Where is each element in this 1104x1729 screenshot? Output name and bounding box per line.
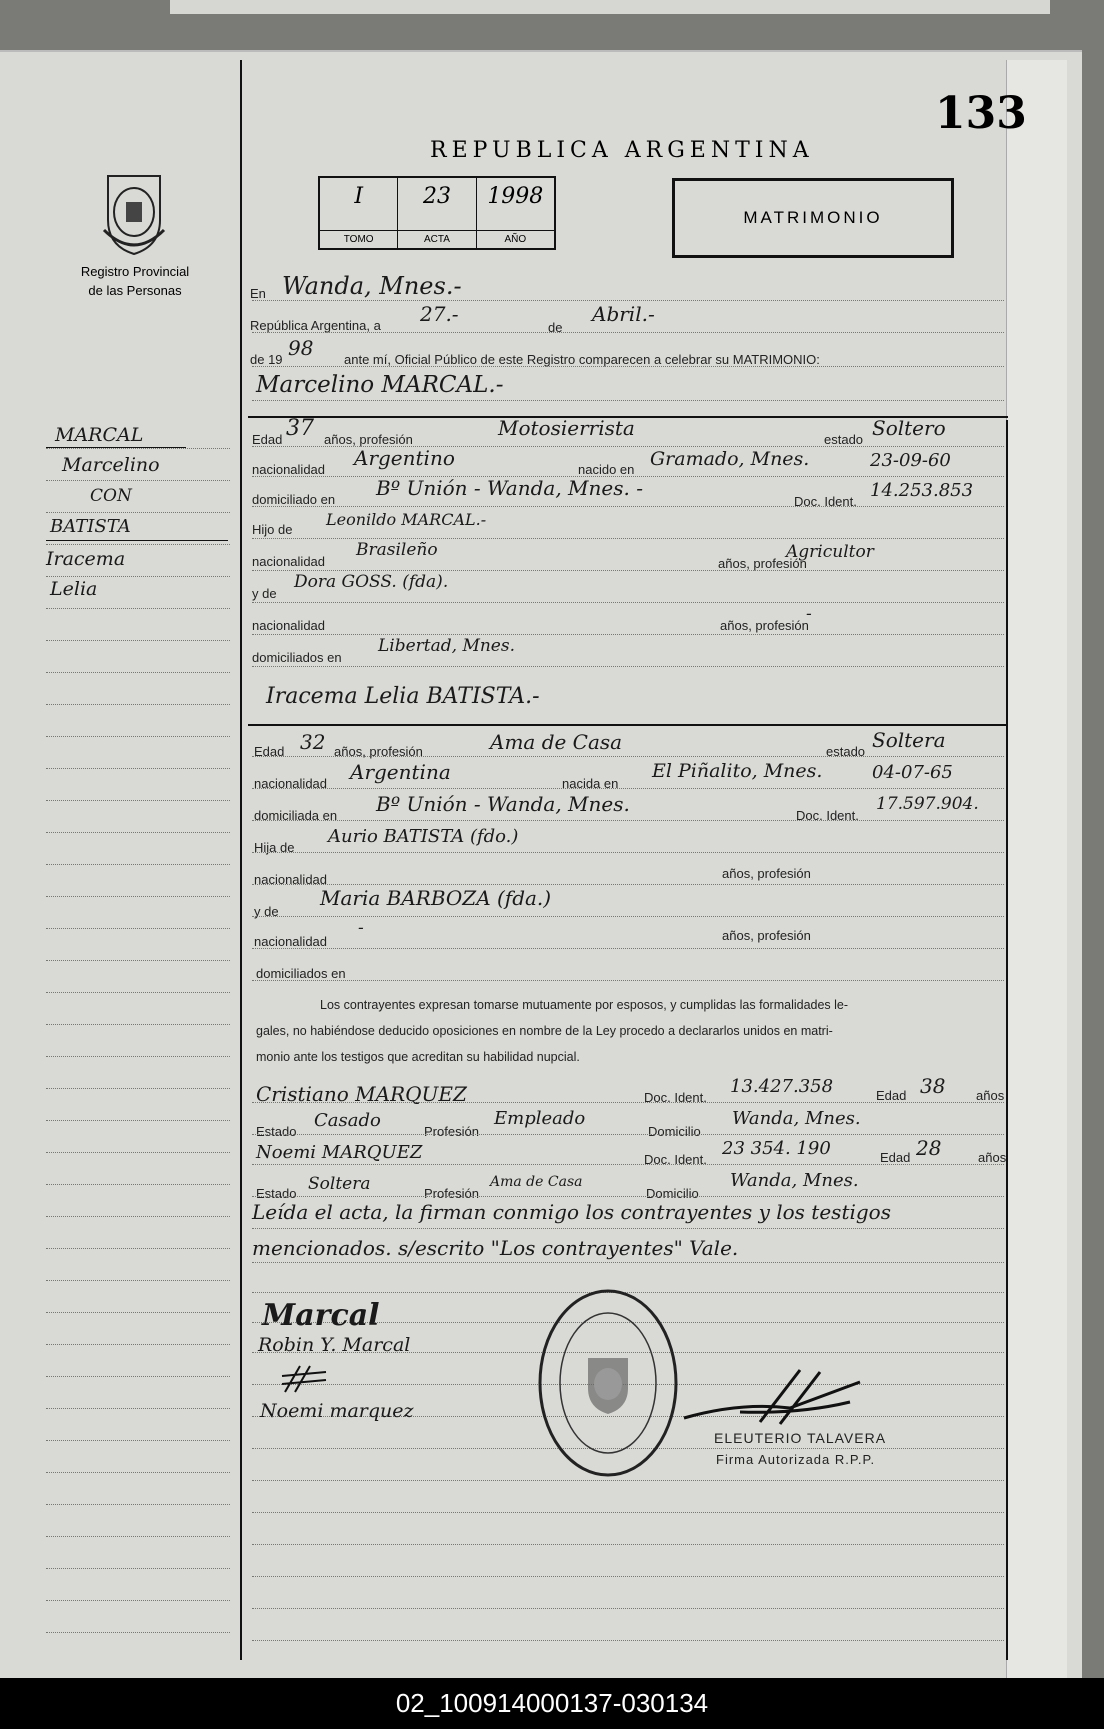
form-dotted-line (252, 1608, 1004, 1609)
margin-dotted-line (46, 1184, 230, 1185)
bride-birthplace: El Piñalito, Mnes. (652, 760, 823, 782)
margin-dotted-line (46, 1120, 230, 1121)
bride-doc-label: Doc. Ident. (796, 808, 859, 823)
margin-dotted-line (46, 1600, 230, 1601)
groom-domiciliados-label: domiciliados en (252, 650, 342, 665)
bride-doc: 17.597.904. (876, 794, 979, 814)
country-title: REPUBLICA ARGENTINA (430, 138, 814, 163)
signature-groom: Marcal (262, 1298, 380, 1333)
margin-dotted-line (46, 1440, 230, 1441)
witness2-edad-label: Edad (880, 1150, 911, 1165)
margin-dotted-line (46, 768, 230, 769)
en-label: En (250, 286, 266, 301)
margin-dotted-line (46, 544, 230, 545)
form-dotted-line (252, 852, 1004, 853)
form-dotted-line (252, 506, 1004, 507)
groom-nacionalidad-label: nacionalidad (252, 462, 326, 477)
bride-hija-label: Hija de (254, 840, 295, 855)
page-number: 133 (935, 88, 1027, 139)
form-dotted-line (252, 366, 1004, 367)
intro-day: 27.- (420, 302, 459, 326)
form-dotted-line (252, 948, 1004, 949)
bride-mother-nationality: - (358, 918, 364, 938)
form-dotted-line (252, 1544, 1004, 1545)
groom-father: Leonildo MARCAL.- (326, 510, 487, 529)
groom-parents-nacionalidad-label: nacionalidad (252, 618, 326, 633)
witness2-anos-label: años (978, 1150, 1007, 1165)
image-footer-id: 02_100914000137-030134 (0, 1678, 1104, 1729)
margin-dotted-line (46, 1216, 230, 1217)
margin-dotted-line (46, 864, 230, 865)
groom-father-profesion-label: años, profesión (718, 556, 807, 571)
margin-dotted-line (46, 704, 230, 705)
groom-father-profession: Agricultor (786, 542, 874, 562)
margin-dotted-line (46, 1024, 230, 1025)
section-divider-bride (248, 724, 1008, 726)
tomo-cell (320, 178, 398, 248)
top-page-edge (170, 0, 1050, 14)
margin-dotted-line (46, 1504, 230, 1505)
form-dotted-line (252, 1576, 1004, 1577)
witness1-estado: Casado (314, 1110, 381, 1131)
form-dotted-line (252, 788, 1004, 789)
margin-dotted-line (46, 1536, 230, 1537)
margin-dotted-line (46, 832, 230, 833)
margin-dotted-line (46, 1056, 230, 1057)
margin-dotted-line (46, 1344, 230, 1345)
province-emblem-icon (98, 170, 170, 256)
witness1-doc: 13.427.358 (730, 1076, 834, 1097)
bride-nationality: Argentina (350, 760, 451, 784)
signature-bride: Robin Y. Marcal (258, 1334, 411, 1356)
bride-yde-label: y de (254, 904, 279, 919)
form-dotted-line (252, 916, 1004, 917)
bride-domiciliados-label: domiciliados en (256, 966, 346, 981)
form-dotted-line (252, 446, 1004, 447)
closing-line1: Leída el acta, la firman conmigo los contrayentes y los testigos (252, 1200, 891, 1224)
form-dotted-line (252, 538, 1004, 539)
margin-dotted-line (46, 480, 230, 481)
de-label: de (548, 320, 563, 335)
groom-father-nationality: Brasileño (356, 540, 438, 560)
tomo-label: TOMO (320, 230, 397, 248)
page-right-edge (1006, 60, 1067, 1678)
bride-edad-label: Edad (254, 744, 285, 759)
bride-mother-profesion-label: años, profesión (722, 928, 811, 943)
margin-bride-firstname: Iracema (46, 548, 126, 570)
margin-dotted-line (46, 1408, 230, 1409)
form-dotted-line (252, 666, 1004, 667)
form-dotted-line (252, 884, 1004, 885)
bride-mother-nacionalidad-label: nacionalidad (254, 934, 328, 949)
witness2-doc: 23 354. 190 (722, 1138, 831, 1159)
groom-yde-label: y de (252, 586, 277, 601)
bride-age: 32 (300, 730, 326, 754)
republica-label: República Argentina, a (250, 318, 381, 333)
bride-domicile: Bº Unión - Wanda, Mnes. (376, 792, 630, 816)
groom-doc: 14.253.853 (870, 480, 974, 501)
bride-nacionalidad-label: nacionalidad (254, 776, 328, 791)
groom-doc-label: Doc. Ident. (794, 494, 857, 509)
year-prefix: de 19 (250, 352, 283, 367)
acta-cell (398, 178, 476, 248)
intro-statement: ante mí, Oficial Público de este Registro comparecen a celebrar su MATRIMONIO: (344, 352, 820, 367)
margin-bride-surname: BATISTA (50, 516, 131, 537)
right-border-line (1006, 420, 1008, 1660)
groom-parents-domicile: Libertad, Mnes. (378, 636, 515, 656)
closing-line2: mencionados. s/escrito "Los contrayentes" Vale. (252, 1236, 739, 1260)
margin-line (240, 60, 242, 1660)
groom-domicile: Bº Unión - Wanda, Mnes. - (376, 476, 643, 500)
bride-father-profesion-label: años, profesión (722, 866, 811, 881)
groom-domiciliado-label: domiciliado en (252, 492, 336, 507)
form-dotted-line (252, 1640, 1004, 1641)
intro-month: Abril.- (592, 302, 655, 326)
margin-dotted-line (46, 576, 230, 577)
margin-dotted-line (46, 1632, 230, 1633)
margin-dotted-line (46, 448, 230, 449)
margin-dotted-line (46, 672, 230, 673)
witness2-doc-label: Doc. Ident. (644, 1152, 707, 1167)
groom-hijo-label: Hijo de (252, 522, 293, 537)
official-name: ELEUTERIO TALAVERA (714, 1430, 887, 1446)
form-dotted-line (252, 570, 1004, 571)
witness1-estado-label: Estado (256, 1124, 297, 1139)
record-id-box (318, 176, 556, 250)
record-type-box: MATRIMONIO (672, 178, 954, 258)
witness1-domicilio-label: Domicilio (648, 1124, 701, 1139)
signature-mark-icon (280, 1362, 330, 1398)
form-dotted-line (252, 300, 1004, 301)
margin-dotted-line (46, 608, 230, 609)
groom-nacido-label: nacido en (578, 462, 635, 477)
declaration-line3: monio ante los testigos que acreditan su habilidad nupcial. (256, 1050, 580, 1064)
witness2-name: Noemi MARQUEZ (256, 1142, 423, 1163)
bride-mother: Maria BARBOZA (fda.) (320, 886, 552, 910)
margin-rule-2 (46, 540, 228, 541)
bride-father-nacionalidad-label: nacionalidad (254, 872, 328, 887)
witness1-name: Cristiano MARQUEZ (256, 1082, 467, 1106)
registry-label (60, 262, 210, 300)
witness2-age: 28 (916, 1136, 942, 1160)
groom-profession: Motosierrista (498, 416, 635, 440)
form-dotted-line (252, 400, 1004, 401)
form-dotted-line (252, 476, 1004, 477)
official-signature-icon (680, 1362, 870, 1432)
witness1-profession: Empleado (494, 1108, 586, 1129)
groom-status: Soltero (872, 416, 946, 440)
groom-birthplace: Gramado, Mnes. (650, 448, 810, 470)
bride-estado-label: estado (826, 744, 866, 759)
groom-father-nacionalidad-label: nacionalidad (252, 554, 326, 569)
witness2-estado: Soltera (308, 1174, 371, 1194)
witness1-age: 38 (920, 1074, 946, 1098)
bride-domiciliada-label: domiciliada en (254, 808, 338, 823)
form-dotted-line (252, 1262, 1004, 1263)
margin-dotted-line (46, 992, 230, 993)
margin-dotted-line (46, 928, 230, 929)
ano-label: AÑO (477, 230, 554, 248)
margin-dotted-line (46, 1472, 230, 1473)
witness1-profesion-label: Profesión (424, 1124, 479, 1139)
margin-dotted-line (46, 896, 230, 897)
witness2-estado-label: Estado (256, 1186, 297, 1201)
intro-year: 98 (288, 336, 314, 360)
bride-profesion-label: años, profesión (334, 744, 423, 759)
margin-dotted-line (46, 1248, 230, 1249)
tomo-value: I (354, 184, 364, 209)
groom-parents-profession: - (806, 604, 812, 624)
groom-profesion-label: años, profesión (324, 432, 413, 447)
margin-dotted-line (46, 736, 230, 737)
form-dotted-line (252, 602, 1004, 603)
form-dotted-line (252, 980, 1004, 981)
form-dotted-line (252, 1480, 1004, 1481)
margin-dotted-line (46, 1152, 230, 1153)
witness1-domicile: Wanda, Mnes. (732, 1108, 861, 1129)
groom-full-name: Marcelino MARCAL.- (256, 372, 504, 398)
bride-profession: Ama de Casa (490, 730, 623, 754)
form-dotted-line (252, 1512, 1004, 1513)
intro-place: Wanda, Mnes.- (282, 272, 462, 300)
margin-dotted-line (46, 1280, 230, 1281)
signature-witness: Noemi marquez (260, 1400, 414, 1422)
registry-line2: de las Personas (88, 283, 182, 298)
margin-dotted-line (46, 1088, 230, 1089)
acta-value: 23 (422, 184, 451, 209)
margin-surname: MARCAL (55, 424, 144, 446)
declaration-line2: gales, no habiéndose deducido oposiciones en nombre de la Ley procedo a declararlos unidos en matri- (256, 1024, 833, 1038)
groom-nationality: Argentino (354, 446, 455, 470)
form-dotted-line (252, 332, 1004, 333)
witness2-profession: Ama de Casa (490, 1174, 583, 1190)
bride-status: Soltera (872, 728, 946, 752)
witness2-domicilio-label: Domicilio (646, 1186, 699, 1201)
registry-line1: Registro Provincial (80, 264, 190, 279)
form-dotted-line (252, 820, 1004, 821)
form-dotted-line (252, 1134, 1004, 1135)
margin-bride-secondname: Lelia (50, 578, 98, 600)
witness2-profesion-label: Profesión (424, 1186, 479, 1201)
groom-edad-label: Edad (252, 432, 283, 447)
ano-cell (477, 178, 554, 248)
margin-firstname: Marcelino (62, 454, 160, 476)
margin-dotted-line (46, 640, 230, 641)
ano-value: 1998 (487, 184, 544, 209)
margin-dotted-line (46, 1376, 230, 1377)
form-dotted-line (252, 756, 1004, 757)
form-dotted-line (252, 1164, 1004, 1165)
registry-seal-icon (536, 1288, 680, 1478)
groom-age: 37 (286, 416, 314, 441)
witness2-domicile: Wanda, Mnes. (730, 1170, 859, 1191)
witness1-anos-label: años (976, 1088, 1005, 1103)
form-dotted-line (252, 1228, 1004, 1229)
margin-dotted-line (46, 512, 230, 513)
witness1-doc-label: Doc. Ident. (644, 1090, 707, 1105)
margin-dotted-line (46, 1568, 230, 1569)
form-dotted-line (252, 634, 1004, 635)
bride-nacida-label: nacida en (562, 776, 619, 791)
bride-birthdate: 04-07-65 (872, 762, 953, 783)
acta-label: ACTA (398, 230, 475, 248)
groom-mother: Dora GOSS. (fda). (294, 572, 449, 592)
form-dotted-line (252, 1196, 1004, 1197)
bride-father: Aurio BATISTA (fdo.) (328, 826, 519, 847)
bride-full-name: Iracema Lelia BATISTA.- (266, 684, 540, 709)
groom-estado-label: estado (824, 432, 864, 447)
witness1-edad-label: Edad (876, 1088, 907, 1103)
margin-dotted-line (46, 1312, 230, 1313)
declaration-line1: Los contrayentes expresan tomarse mutuamente por esposos, y cumplidas las formalidades le- (320, 998, 849, 1012)
groom-parents-profesion-label: años, profesión (720, 618, 809, 633)
form-dotted-line (252, 1102, 1004, 1103)
margin-con: CON (90, 486, 132, 506)
margin-dotted-line (46, 960, 230, 961)
margin-dotted-line (46, 800, 230, 801)
groom-birthdate: 23-09-60 (870, 450, 951, 471)
official-title: Firma Autorizada R.P.P. (716, 1452, 876, 1467)
